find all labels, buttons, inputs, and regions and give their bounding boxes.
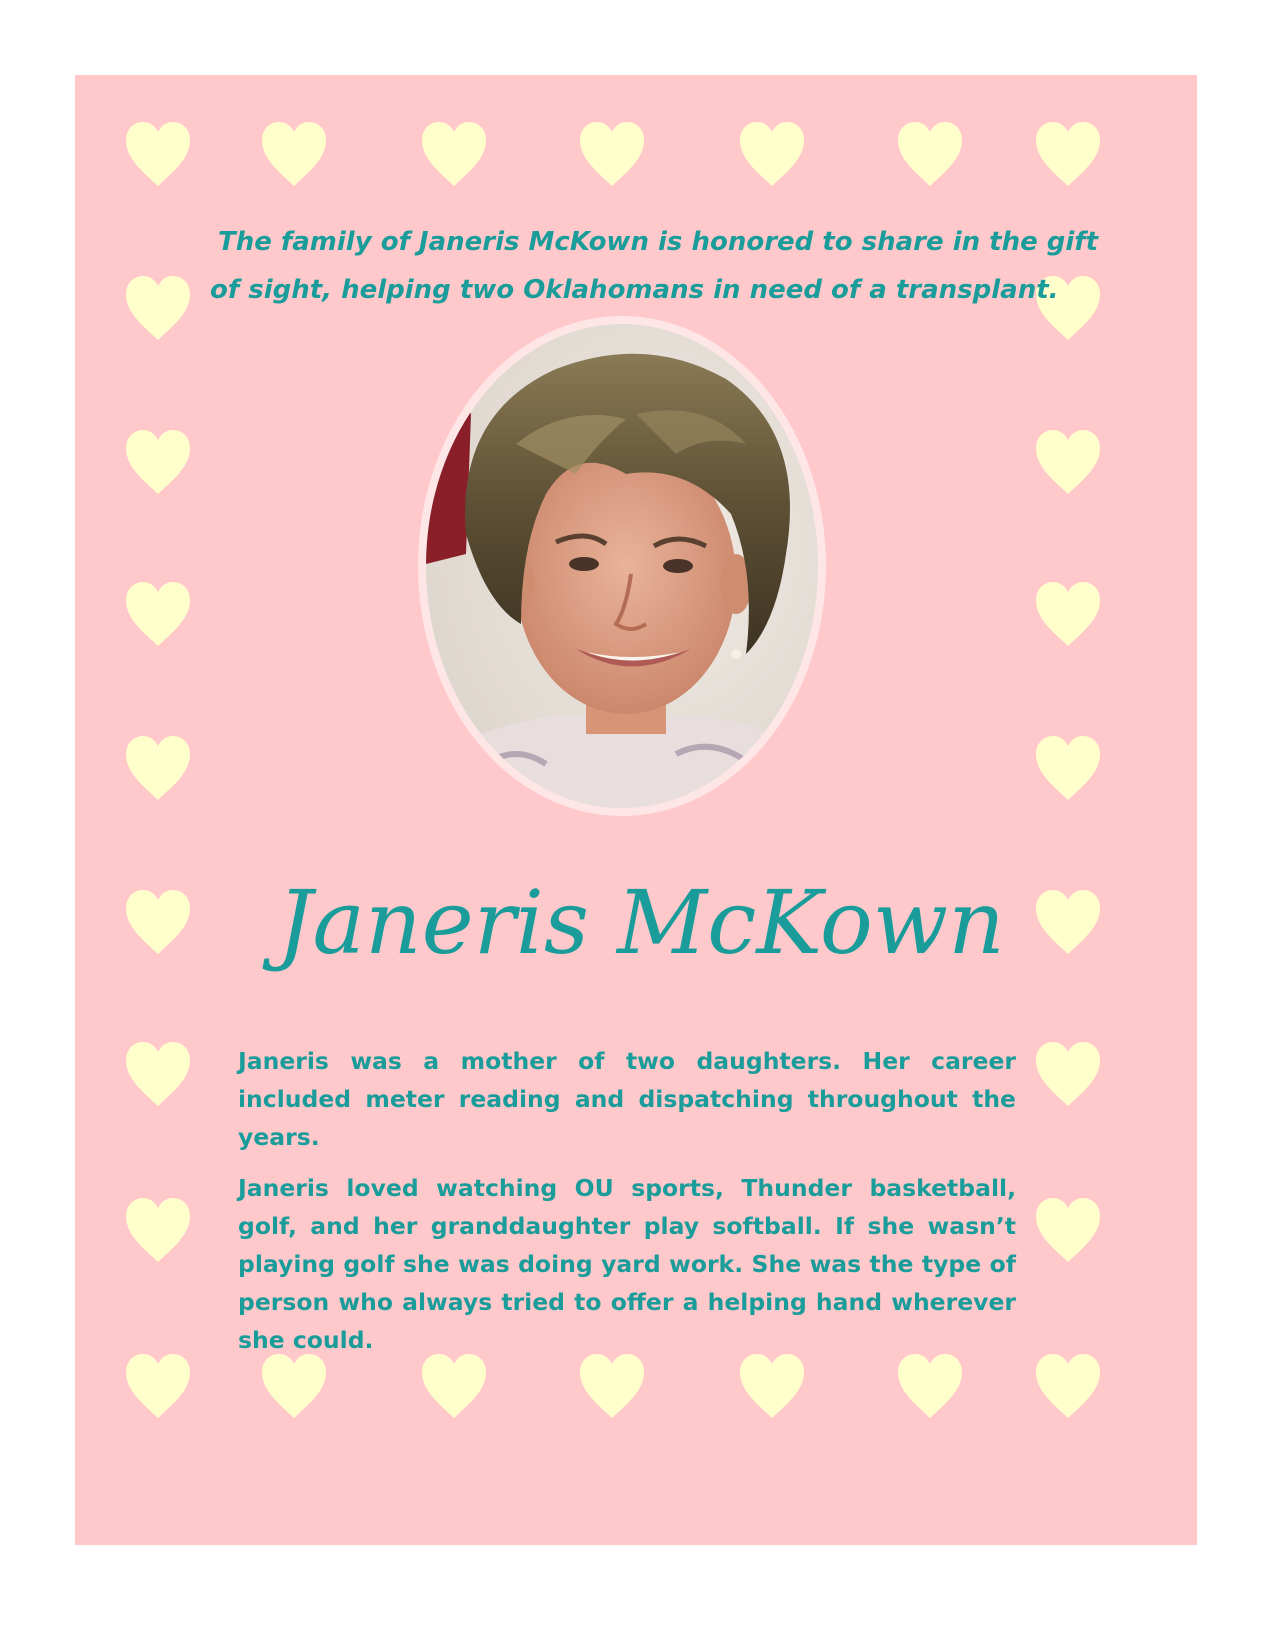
heart-icon	[736, 120, 808, 188]
heart-icon	[418, 120, 490, 188]
heart-icon	[1032, 1196, 1104, 1264]
heart-icon	[258, 120, 330, 188]
bio-paragraph-1: Janeris was a mother of two daughters. Her career included meter reading and dispatching throughout the years.	[238, 1047, 1016, 1151]
heart-icon	[1032, 580, 1104, 648]
tagline	[210, 218, 1099, 314]
heart-icon	[122, 428, 194, 496]
heart-icon	[894, 120, 966, 188]
heart-icon	[1032, 734, 1104, 802]
heart-icon	[122, 274, 194, 342]
heart-icon	[122, 1196, 194, 1264]
heart-icon	[122, 1352, 194, 1420]
heart-icon	[1032, 1352, 1104, 1420]
biography	[238, 1042, 1016, 1372]
heart-icon	[1032, 1040, 1104, 1108]
heart-icon	[1032, 428, 1104, 496]
heart-icon	[122, 734, 194, 802]
portrait-frame	[418, 316, 826, 816]
portrait-photo-icon	[426, 324, 818, 808]
heart-icon	[122, 1040, 194, 1108]
bio-paragraph-2: Janeris loved watching OU sports, Thunder basketball, golf, and her granddaughter play softball. If she wasn’t playing golf she was doing yard work. She was the type of person who always tried to offer a helping hand wherever she could.	[238, 1174, 1016, 1354]
heart-icon	[122, 120, 194, 188]
heart-icon	[1032, 120, 1104, 188]
tagline-line-2: of sight, helping two Oklahomans in need of a transplant.	[210, 275, 1059, 305]
heart-icon	[576, 120, 648, 188]
tagline-line-1: The family of Janeris McKown is honored to share in the gift	[218, 227, 1099, 257]
heart-icon	[122, 580, 194, 648]
deceased-name: Janeris McKown	[277, 871, 1005, 974]
